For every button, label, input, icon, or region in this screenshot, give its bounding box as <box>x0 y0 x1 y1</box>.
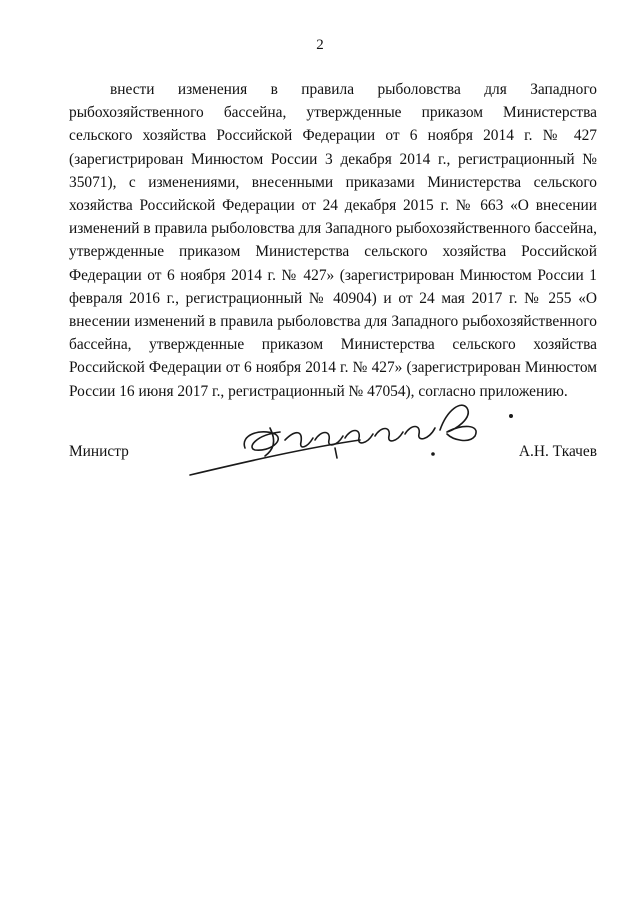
handwritten-signature <box>185 390 525 485</box>
body-paragraph: внести изменения в правила рыболовства для Западного рыбохозяйственного бассейна, утвержденные приказом Министерства сельского хозяйства Российской Федерации от 6 ноября 2014 г. № 427 (зарегистрирован Минюстом России 3 декабря 2014 г., регистрационный № 35071), с изменениями, внесенными приказами Министерства сельского хозяйства Российской Федерации от 24 декабря 2015 г. № 663 «О внесении изменений в правила рыболовства для Западного рыбохозяйственного бассейна, утвержденные приказом Министерства сельского хозяйства Российской Федерации от 6 ноября 2014 г. № 427» (зарегистрирован Минюстом России 1 февраля 2016 г., регистрационный № 40904) и от 24 мая 2017 г. № 255 «О внесении изменений в правила рыболовства для Западного рыбохозяйственного бассейна, утвержденные приказом Министерства сельского хозяйства Российской Федерации от 6 ноября 2014 г. № 427» (зарегистрирован Минюстом России 16 июня 2017 г., регистрационный № 47054), согласно приложению. <box>69 81 597 400</box>
page-number: 2 <box>316 37 324 53</box>
signer-title: Министр <box>69 443 129 460</box>
signer-name: А.Н. Ткачев <box>518 443 597 460</box>
signature-row <box>69 440 597 470</box>
